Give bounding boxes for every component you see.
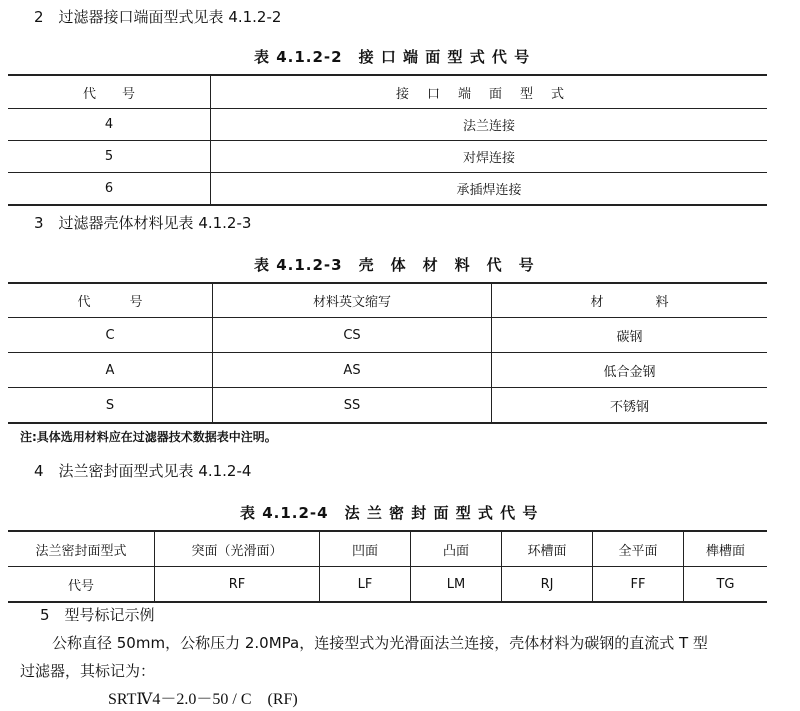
table-row <box>8 109 767 141</box>
code-cell: 4 <box>8 109 211 141</box>
type-cell: 全平面 <box>593 531 684 567</box>
material-cell: 低合金钢 <box>492 353 768 388</box>
abbreviation-cell: CS <box>213 318 492 353</box>
code-cell: A <box>8 353 213 388</box>
column-header-abbreviation: 材料英文缩写 <box>213 283 492 318</box>
code-cell: C <box>8 318 213 353</box>
code-cell: FF <box>593 567 684 603</box>
row-header-type: 法兰密封面型式 <box>8 531 155 567</box>
shell-material-table <box>8 282 767 424</box>
column-header-end-face-type: 接口端面型式 <box>211 75 768 109</box>
type-cell: 凸面 <box>411 531 502 567</box>
table-row <box>8 388 767 424</box>
code-cell: LF <box>320 567 411 603</box>
type-cell: 对焊连接 <box>211 141 768 173</box>
code-cell: S <box>8 388 213 424</box>
section-5-heading: 5 型号标记示例 <box>40 606 155 624</box>
table-row <box>8 141 767 173</box>
code-cell: LM <box>411 567 502 603</box>
column-header-code: 代 号 <box>8 75 211 109</box>
material-cell: 不锈钢 <box>609 399 649 415</box>
type-cell: 突面（光滑面） <box>155 531 320 567</box>
table-header-row <box>8 75 767 109</box>
column-header-material: 材 料 <box>492 283 768 318</box>
type-cell: 环槽面 <box>502 531 593 567</box>
code-cell: RJ <box>502 567 593 603</box>
code-cell: TG <box>716 576 735 592</box>
table-2-note: 注:具体选用材料应在过滤器技术数据表中注明。 <box>20 430 277 444</box>
table-row <box>8 353 767 388</box>
type-cell: 榫槽面 <box>684 531 768 567</box>
section-4-heading: 4 法兰密封面型式见表 4.1.2-4 <box>34 462 252 480</box>
table-row <box>8 318 767 353</box>
material-cell: 碳钢 <box>492 318 768 353</box>
type-cell: 法兰连接 <box>211 109 768 141</box>
type-cell: 凹面 <box>320 531 411 567</box>
section-2-heading: 2 过滤器接口端面型式见表 4.1.2-2 <box>34 8 282 26</box>
table-row <box>8 567 767 603</box>
table-row <box>8 531 767 567</box>
table-row <box>8 173 767 206</box>
code-cell: RF <box>155 567 320 603</box>
table-3-caption: 表 4.1.2-4 法 兰 密 封 面 型 式 代 号 <box>240 504 539 522</box>
section-3-heading: 3 过滤器壳体材料见表 4.1.2-3 <box>34 214 252 232</box>
model-marking-code: SRTⅣ4－2.0－50 / C (RF) <box>108 691 298 708</box>
table-1-caption: 表 4.1.2-2 接 口 端 面 型 式 代 号 <box>254 48 531 66</box>
code-cell: 6 <box>8 173 211 206</box>
example-paragraph-line-2: 过滤器，其标记为： <box>20 662 156 680</box>
table-2-caption: 表 4.1.2-3 壳 体 材 料 代 号 <box>254 256 535 274</box>
example-paragraph-line-1: 公称直径 50mm，公称压力 2.0MPa，连接型式为光滑面法兰连接，壳体材料为碳钢的直流式 T 型 <box>52 634 708 652</box>
flange-sealing-face-table <box>8 530 767 603</box>
abbreviation-cell: AS <box>213 353 492 388</box>
abbreviation-cell: SS <box>213 388 492 424</box>
interface-end-face-table <box>8 74 767 206</box>
code-cell: 5 <box>8 141 211 173</box>
table-header-row <box>8 283 767 318</box>
type-cell: 承插焊连接 <box>456 183 522 198</box>
column-header-code: 代 号 <box>8 283 213 318</box>
row-header-code: 代号 <box>8 567 155 603</box>
